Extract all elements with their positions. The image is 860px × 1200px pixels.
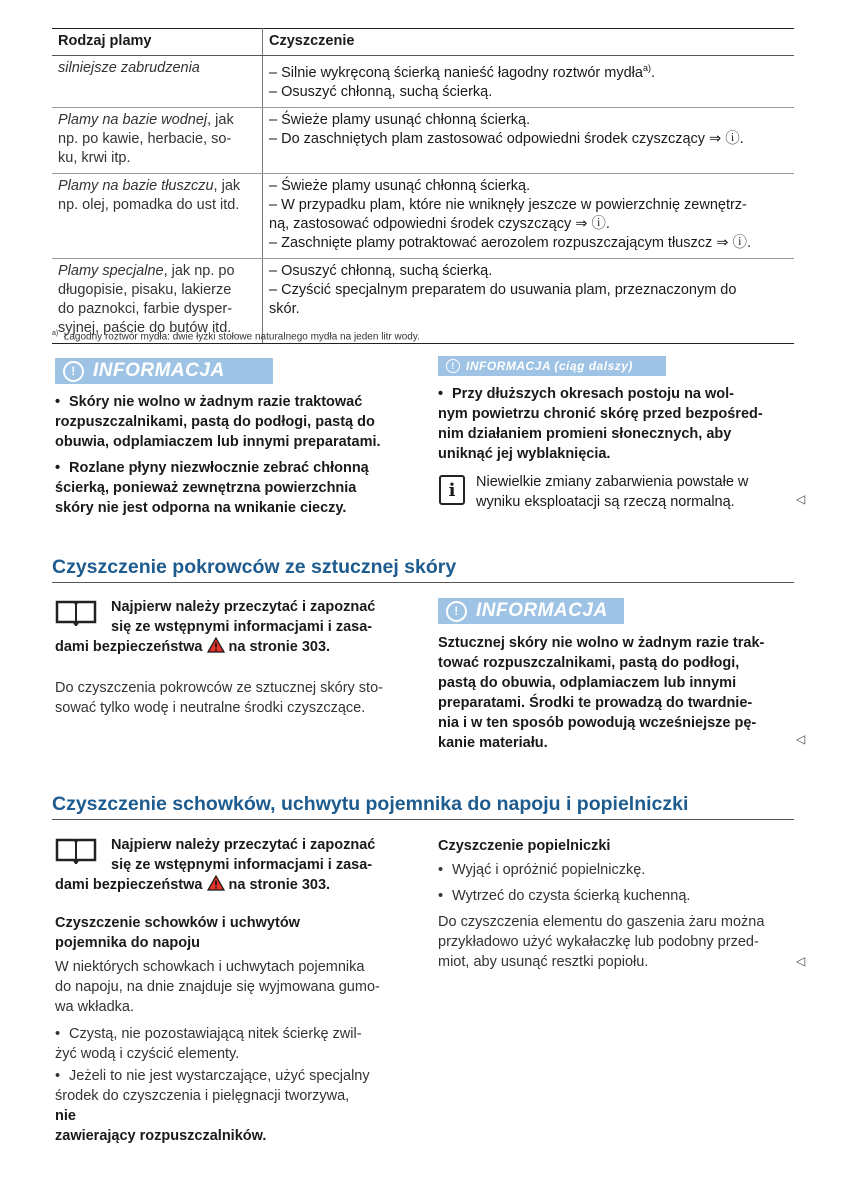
stain-type-rest: , jak [213, 177, 241, 194]
section-divider [52, 819, 794, 820]
bullet-emphasis: nie [55, 1108, 76, 1124]
info-header-label: INFORMACJA [93, 360, 225, 381]
info-text [438, 633, 798, 753]
warning-triangle-icon [207, 875, 225, 891]
footnote-ref: a) [642, 63, 651, 73]
info-header-label: INFORMACJA (ciąg dalszy) [466, 359, 633, 373]
info-header [55, 358, 273, 384]
bullet-line [55, 1066, 425, 1086]
subsection-title: Czyszczenie popielniczki [438, 838, 611, 854]
bullet-dot-icon: • [438, 862, 444, 878]
bullet-line: środek do czyszczenia i pielęgnacji tworzywa, [55, 1088, 350, 1104]
para-line: do napoju, na dnie znajduje się wyjmowana gumo- [55, 979, 380, 995]
bullet-dot-icon: • [55, 1068, 61, 1084]
bullet-line: rozpuszczalnikami, pastą do podłogi, pastą do [55, 414, 375, 430]
stain-type-name: Plamy na bazie tłuszczu [58, 177, 214, 194]
cell-line [58, 177, 256, 196]
subtitle-line: pojemnika do napoju [55, 935, 201, 951]
stain-type-rest: , jak np. po [163, 262, 235, 279]
para-line: W niektórych schowkach i uchwytach pojemnika [55, 959, 365, 975]
stain-cleaning-table [52, 28, 794, 344]
bullet-dot-icon: • [55, 460, 61, 476]
cell-line: np. olej, pomadka do ust itd. [58, 196, 240, 213]
info-header-label: INFORMACJA [476, 600, 608, 621]
cell-line: długopisie, pisaku, lakierze [58, 281, 232, 298]
subtitle-line: Czyszczenie schowków i uchwytów [55, 915, 300, 931]
stain-type-name: Plamy na bazie wodnej [58, 111, 208, 128]
bullet-line [55, 458, 415, 478]
stain-type-name: Plamy specjalne [58, 262, 164, 279]
intro-line [55, 875, 425, 895]
cell-line: ną, zastosować odpowiedni środek czyszczący ⇒ ⓘ. [269, 215, 610, 232]
cell-line: – Do zaschniętych plam zastosować odpowiedni środek czyszczący ⇒ ⓘ. [269, 130, 744, 147]
bullet-line: obuwia, odplamiaczem lub innymi preparatami. [55, 434, 381, 450]
cell-line-text: – Silnie wykręconą ścierką nanieść łagodny roztwór mydła [269, 64, 643, 81]
para-line: Do czyszczenia elementu do gaszenia żaru można [438, 914, 765, 930]
list-item [438, 886, 798, 906]
bullet-line: nim działaniem promieni słonecznych, aby [438, 426, 732, 442]
info-circle-icon: ! [446, 359, 460, 373]
intro-line: Najpierw należy przeczytać i zapoznać [111, 837, 376, 853]
bullet-text: Jeżeli to nie jest wystarczające, użyć specjalny [69, 1068, 370, 1084]
info-bullet [55, 458, 415, 518]
section-divider [52, 582, 794, 583]
bullet-line: uniknąć jej wyblaknięcia. [438, 446, 611, 462]
intro-line: Najpierw należy przeczytać i zapoznać [111, 599, 376, 615]
bullet-line [55, 392, 415, 412]
intro-text: dami bezpieczeństwa [55, 877, 203, 893]
section-title: Czyszczenie pokrowców ze sztucznej skóry [52, 556, 457, 578]
intro-text: na stronie 303. [228, 877, 331, 893]
end-of-section-icon: ◁ [796, 492, 806, 506]
section-paragraph [55, 678, 425, 718]
cell-line: ku, krwi itp. [58, 149, 131, 166]
bullet-line [55, 1106, 425, 1126]
footnote-text: Łagodny roztwór mydła: dwie łyżki stołowe naturalnego mydła na jeden litr wody. [63, 331, 420, 343]
end-of-section-icon: ◁ [796, 732, 806, 746]
table-footnote [52, 330, 420, 342]
ashtray-paragraph [438, 912, 798, 972]
bullet-line: skóry nie jest odporna na wnikanie cieczy. [55, 500, 347, 516]
bullet-text: Wytrzeć do czysta ścierką kuchenną. [452, 888, 691, 904]
warning-triangle-icon [207, 637, 225, 653]
cleaning-cell [263, 173, 795, 258]
info-line: Sztucznej skóry nie wolno w żadnym razie trak- [438, 635, 765, 651]
cell-line: do paznokci, farbie dysper- [58, 300, 233, 317]
info-line: kanie materiału. [438, 735, 548, 751]
info-line: pastą do obuwia, odplamiaczem lub innymi [438, 675, 737, 691]
info-continued-header [438, 356, 666, 376]
section-title: Czyszczenie schowków, uchwytu pojemnika do napoju i popielniczki [52, 793, 689, 815]
info-note-icon: i [439, 475, 465, 505]
bullet-text: Skóry nie wolno w żadnym razie traktować [69, 394, 363, 410]
column-header-stain-type: Rodzaj plamy [52, 29, 263, 56]
bullet-line [55, 1024, 425, 1044]
bullet-text: Rozlane płyny niezwłocznie zebrać chłonną [69, 460, 369, 476]
info-note [476, 472, 796, 512]
end-of-section-icon: ◁ [796, 954, 806, 968]
bullet-text: Przy dłuższych okresach postoju na wol- [452, 386, 735, 402]
info-bullet [55, 392, 415, 452]
cell-line: – Świeże plamy usunąć chłonną ścierką. [269, 111, 531, 128]
intro-line: się ze wstępnymi informacjami i zasa- [111, 857, 373, 873]
cell-line: – Czyścić specjalnym preparatem do usuwania plam, przeznaczonym do [269, 281, 737, 298]
bullet-text: Wyjąć i opróżnić popielniczkę. [452, 862, 646, 878]
bullet-dot-icon: • [55, 394, 61, 410]
read-first-intro [55, 835, 425, 895]
footnote-mark: a) [52, 330, 59, 337]
para-line: miot, aby usunąć resztki popiołu. [438, 954, 649, 970]
cell-line: – W przypadku plam, które nie wniknęły jeszcze w powierzchnię zewnętrz- [269, 196, 747, 213]
bullet-dot-icon: • [55, 1026, 61, 1042]
cell-line: silniejsze zabrudzenia [58, 60, 200, 76]
para-line: sować tylko wodę i neutralne środki czyszczące. [55, 700, 366, 716]
column-header-cleaning: Czyszczenie [263, 29, 795, 56]
stain-type-cell [52, 56, 263, 108]
intro-text: na stronie 303. [228, 639, 331, 655]
bullet-line [438, 384, 798, 404]
table-row [52, 173, 794, 258]
bullet-text: Czystą, nie pozostawiającą nitek ścierkę zwil- [69, 1026, 362, 1042]
table-row [52, 56, 794, 108]
cell-line: – Świeże plamy usunąć chłonną ścierką. [269, 177, 531, 194]
bullet-dot-icon: • [438, 888, 444, 904]
stain-type-cell [52, 173, 263, 258]
cell-line: skór. [269, 300, 300, 317]
para-line: wa wkładka. [55, 999, 134, 1015]
bullet-dot-icon: • [438, 386, 444, 402]
info-circle-icon: ! [446, 601, 467, 622]
cell-line [58, 262, 256, 281]
read-first-intro [55, 597, 425, 657]
bullet-line: ścierką, ponieważ zewnętrzna powierzchnia [55, 480, 357, 496]
para-line: Do czyszczenia pokrowców ze sztucznej skóry sto- [55, 680, 383, 696]
table-header-row [52, 29, 794, 56]
bullet-line: żyć wodą i czyścić elementy. [55, 1046, 240, 1062]
list-item [55, 1024, 425, 1064]
subsection-title [55, 913, 425, 953]
intro-line [55, 637, 425, 657]
info-line: tować rozpuszczalnikami, pastą do podłogi, [438, 655, 740, 671]
info-line: preparatami. Środki te prowadzą do twardnie- [438, 695, 753, 711]
note-line: Niewielkie zmiany zabarwienia powstałe w [476, 474, 749, 490]
list-item [438, 860, 798, 880]
intro-text: dami bezpieczeństwa [55, 639, 203, 655]
info-header [438, 598, 624, 624]
bullet-line: zawierający rozpuszczalników. [55, 1128, 267, 1144]
bullet-line: nym powietrzu chronić skórę przed bezpośred- [438, 406, 763, 422]
info-circle-icon: ! [63, 361, 84, 382]
info-line: nia i w ten sposób powodują wcześniejsze pę- [438, 715, 757, 731]
intro-line: się ze wstępnymi informacjami i zasa- [111, 619, 373, 635]
stain-type-rest: , jak [207, 111, 234, 128]
cell-line: np. po kawie, herbacie, so- [58, 130, 232, 147]
table-row [52, 107, 794, 173]
cell-line: – Silnie wykręconą ścierką nanieść łagodny roztwór mydła$^{a)}$. [269, 63, 655, 81]
cleaning-cell [263, 56, 795, 108]
cell-line: – Zaschnięte plamy potraktować aerozolem rozpuszczającym tłuszcz ⇒ ⓘ. [269, 234, 751, 251]
info-continued-bullet [438, 384, 798, 464]
cleaning-cell [263, 107, 795, 173]
stain-type-cell [52, 107, 263, 173]
para-line: przykładowo użyć wykałaczkę lub podobny przed- [438, 934, 759, 950]
cell-line [58, 111, 256, 130]
list-item [55, 1066, 425, 1146]
cell-line: syjnej, paście do butów itd. [58, 319, 232, 336]
cell-line: – Osuszyć chłonną, suchą ścierką. [269, 83, 493, 100]
note-line: wyniku eksploatacji są rzeczą normalną. [476, 494, 735, 510]
subsection-paragraph [55, 957, 425, 1017]
cell-line: – Osuszyć chłonną, suchą ścierką. [269, 262, 493, 279]
info-bullets [55, 392, 415, 518]
ashtray-steps [438, 860, 798, 906]
